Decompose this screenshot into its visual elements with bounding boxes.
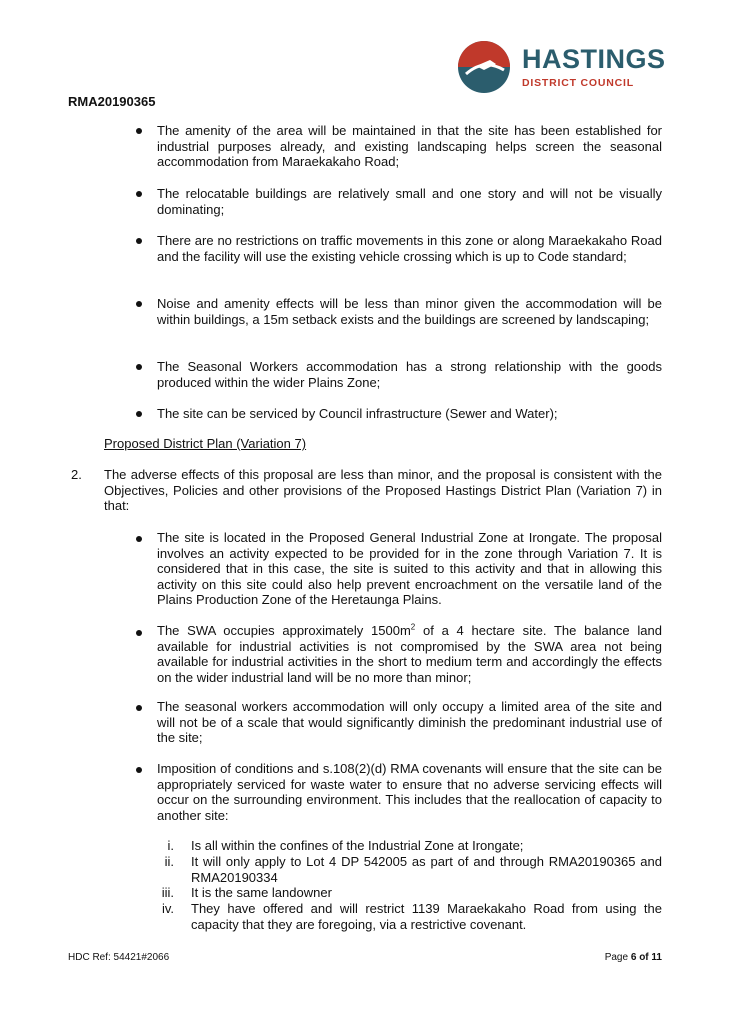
- bullet-marker: [136, 536, 142, 542]
- bullet-marker: [136, 411, 142, 417]
- roman-item: Is all within the confines of the Industrial Zone at Irongate;: [191, 838, 524, 853]
- bullet-marker: [136, 364, 142, 370]
- bullet-item: Imposition of conditions and s.108(2)(d) RMA covenants will ensure that the site can be appropriately serviced for waste water to ensure that no adverse servicing effects will occur on the surrounding environment. This includes that the reallocation of capacity to another site:: [157, 761, 662, 823]
- roman-item: It will only apply to Lot 4 DP 542005 as part of and through RMA20190365 and RMA20190334: [191, 854, 662, 885]
- bullet-item: Noise and amenity effects will be less than minor given the accommodation will be within buildings, a 15m setback exists and the buildings are screened by landscaping;: [157, 296, 662, 327]
- logo-primary-text: HASTINGS: [522, 44, 666, 74]
- bullet-marker: [136, 767, 142, 773]
- logo-emblem-icon: [456, 40, 514, 94]
- section-heading: Proposed District Plan (Variation 7): [104, 436, 307, 451]
- bullet-item: The site can be serviced by Council infrastructure (Sewer and Water);: [157, 406, 558, 421]
- bullet-item: There are no restrictions on traffic movements in this zone or along Maraekakaho Road and the facility will use the existing vehicle crossing which is up to Code standard;: [157, 233, 662, 264]
- bullet-marker: [136, 630, 142, 636]
- roman-numeral: ii.: [164, 854, 174, 869]
- bullet-marker: [136, 191, 142, 197]
- bullet-item-area: [157, 623, 662, 685]
- document-reference: RMA20190365: [68, 94, 156, 109]
- page-number: [605, 952, 662, 963]
- bullet-item: The relocatable buildings are relatively small and one story and will not be visually dominating;: [157, 186, 662, 217]
- bullet-marker: [136, 128, 142, 134]
- roman-numeral: iv.: [161, 901, 174, 916]
- logo-secondary-text: DISTRICT COUNCIL: [522, 77, 634, 89]
- council-logo: [456, 40, 666, 94]
- roman-numeral: iii.: [161, 885, 174, 900]
- area-text-before: The SWA occupies approximately 1500m: [157, 623, 411, 638]
- roman-item: They have offered and will restrict 1139 Maraekakaho Road from using the capacity that they are foregoing, via a restrictive covenant.: [191, 901, 662, 932]
- bullet-item: The seasonal workers accommodation will only occupy a limited area of the site and will not be of a scale that would significantly diminish the predominant industrial use of the site;: [157, 699, 662, 745]
- numbered-item-text: The adverse effects of this proposal are less than minor, and the proposal is consistent with the Objectives, Policies and other provisions of the Proposed Hastings District Plan (Variation 7) in that:: [104, 467, 662, 513]
- bullet-item: The site is located in the Proposed General Industrial Zone at Irongate. The proposal involves an activity expected to be provided for in the zone through Variation 7. It is considered that in this case, the site is suited to this activity and that in allowing this activity on this site could also help prevent encroachment on the versatile land of the Plains Production Zone of the Heretaunga Plains.: [157, 530, 662, 607]
- page-total: 11: [651, 952, 662, 963]
- page-current: 6: [630, 952, 637, 963]
- bullet-item: The Seasonal Workers accommodation has a strong relationship with the goods produced within the wider Plains Zone;: [157, 359, 662, 390]
- page-of: of: [639, 952, 649, 963]
- roman-item: It is the same landowner: [191, 885, 332, 900]
- page-label: Page: [604, 952, 629, 963]
- roman-numeral: i.: [167, 838, 174, 853]
- area-text-after: of a 4 hectare site. The balance land available for industrial activities is not compromised by the SWA area not being available for industrial activities in the short to medium term and accordingly the effects on the wider industrial land will be no more than minor;: [157, 623, 662, 685]
- bullet-item: The amenity of the area will be maintained in that the site has been established for industrial purposes already, and existing landscaping helps screen the seasonal accommodation from Maraekakaho Road;: [157, 123, 662, 169]
- item-number: 2.: [71, 467, 82, 482]
- bullet-marker: [136, 301, 142, 307]
- bullet-marker: [136, 238, 142, 244]
- footer-reference: HDC Ref: 54421#2066: [68, 952, 170, 963]
- bullet-marker: [136, 705, 142, 711]
- area-superscript: 2: [410, 622, 416, 632]
